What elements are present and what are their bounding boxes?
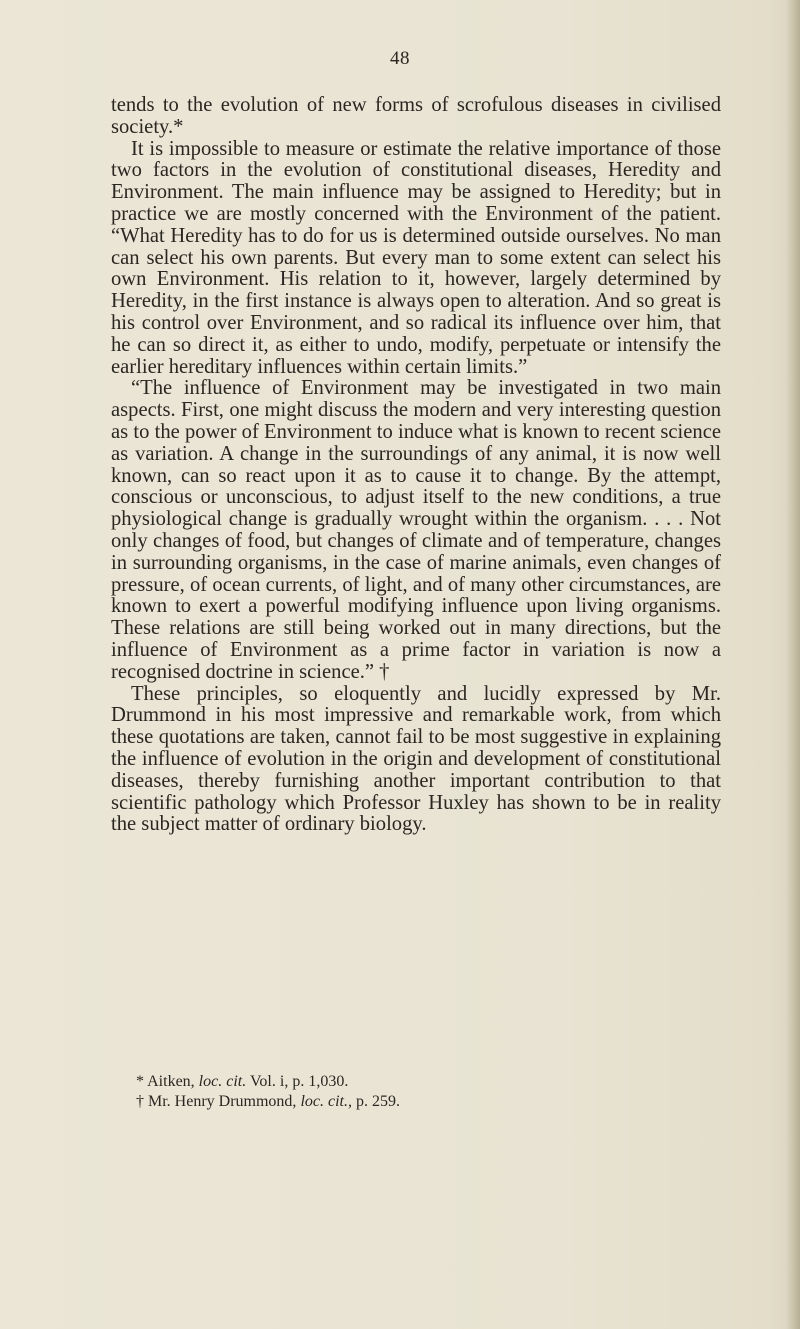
page-edge-shadow bbox=[786, 0, 800, 1329]
page-number: 48 bbox=[390, 48, 410, 69]
paragraph-2: It is impossible to measure or estimate the relative importance of those two factors in the evolution of constitutional diseases, Heredity and Environment. The main influence may be assigned to Heredity; but in practice we are mostly concerned with the Environment of the patient. “What Heredity has to do for us is determined outside ourselves. No man can select his own parents. But every man to some extent can select his own Environment. His relation to it, however, largely determined by Heredity, in the first instance is always open to alteration. And so great is his control over Environment, and so radical its influence over him, that he can so direct it, as either to undo, modify, perpetuate or intensify the earlier hereditary influences within certain limits.” bbox=[111, 137, 721, 378]
footnote-1 bbox=[111, 1072, 721, 1092]
body-text bbox=[111, 95, 721, 836]
footnote-rest: Vol. i, p. 1,030. bbox=[249, 1073, 349, 1090]
footnote-author: Aitken, bbox=[147, 1073, 195, 1090]
footnote-mark: * bbox=[136, 1073, 144, 1090]
paragraph-4: These principles, so eloquently and lucidly expressed by Mr. Drummond in his most impressive and remarkable work, from which these quotations are taken, cannot fail to be most suggestive in explaining the influence of evolution in the origin and development of constitutional diseases, thereby furnishing another important contribution to that scientific pathology which Professor Huxley has shown to be in reality the subject matter of ordinary biology. bbox=[111, 682, 721, 836]
footnote-cite: loc. cit. bbox=[198, 1073, 247, 1090]
footnotes bbox=[111, 1072, 721, 1112]
footnote-author: Mr. Henry Drummond, bbox=[148, 1093, 297, 1110]
footnote-rest: p. 259. bbox=[355, 1093, 400, 1110]
paragraph-1: tends to the evolution of new forms of scrofulous diseases in civilised society.* bbox=[111, 94, 721, 138]
footnote-mark: † bbox=[136, 1093, 144, 1110]
paragraph-3: “The influence of Environment may be investigated in two main aspects. First, one might discuss the modern and very interesting question as to the power of Environment to induce what is known to recent science as variation. A change in the surroundings of any animal, it is now well known, can so react upon it as to cause it to change. By the attempt, conscious or unconscious, to adjust itself to the new conditions, a true physiological change is gradually wrought within the organism. . . . Not only changes of food, but changes of climate and of temperature, changes in surrounding organisms, in the case of marine animals, even changes of pressure, of ocean currents, of light, and of many other circumstances, are known to exert a powerful modifying influence upon living organisms. These relations are still being worked out in many directions, but the influence of Environment as a prime factor in variation is now a recognised doctrine in science.” † bbox=[111, 377, 721, 683]
footnote-cite: loc. cit., bbox=[300, 1093, 352, 1110]
footnote-2 bbox=[111, 1092, 721, 1112]
